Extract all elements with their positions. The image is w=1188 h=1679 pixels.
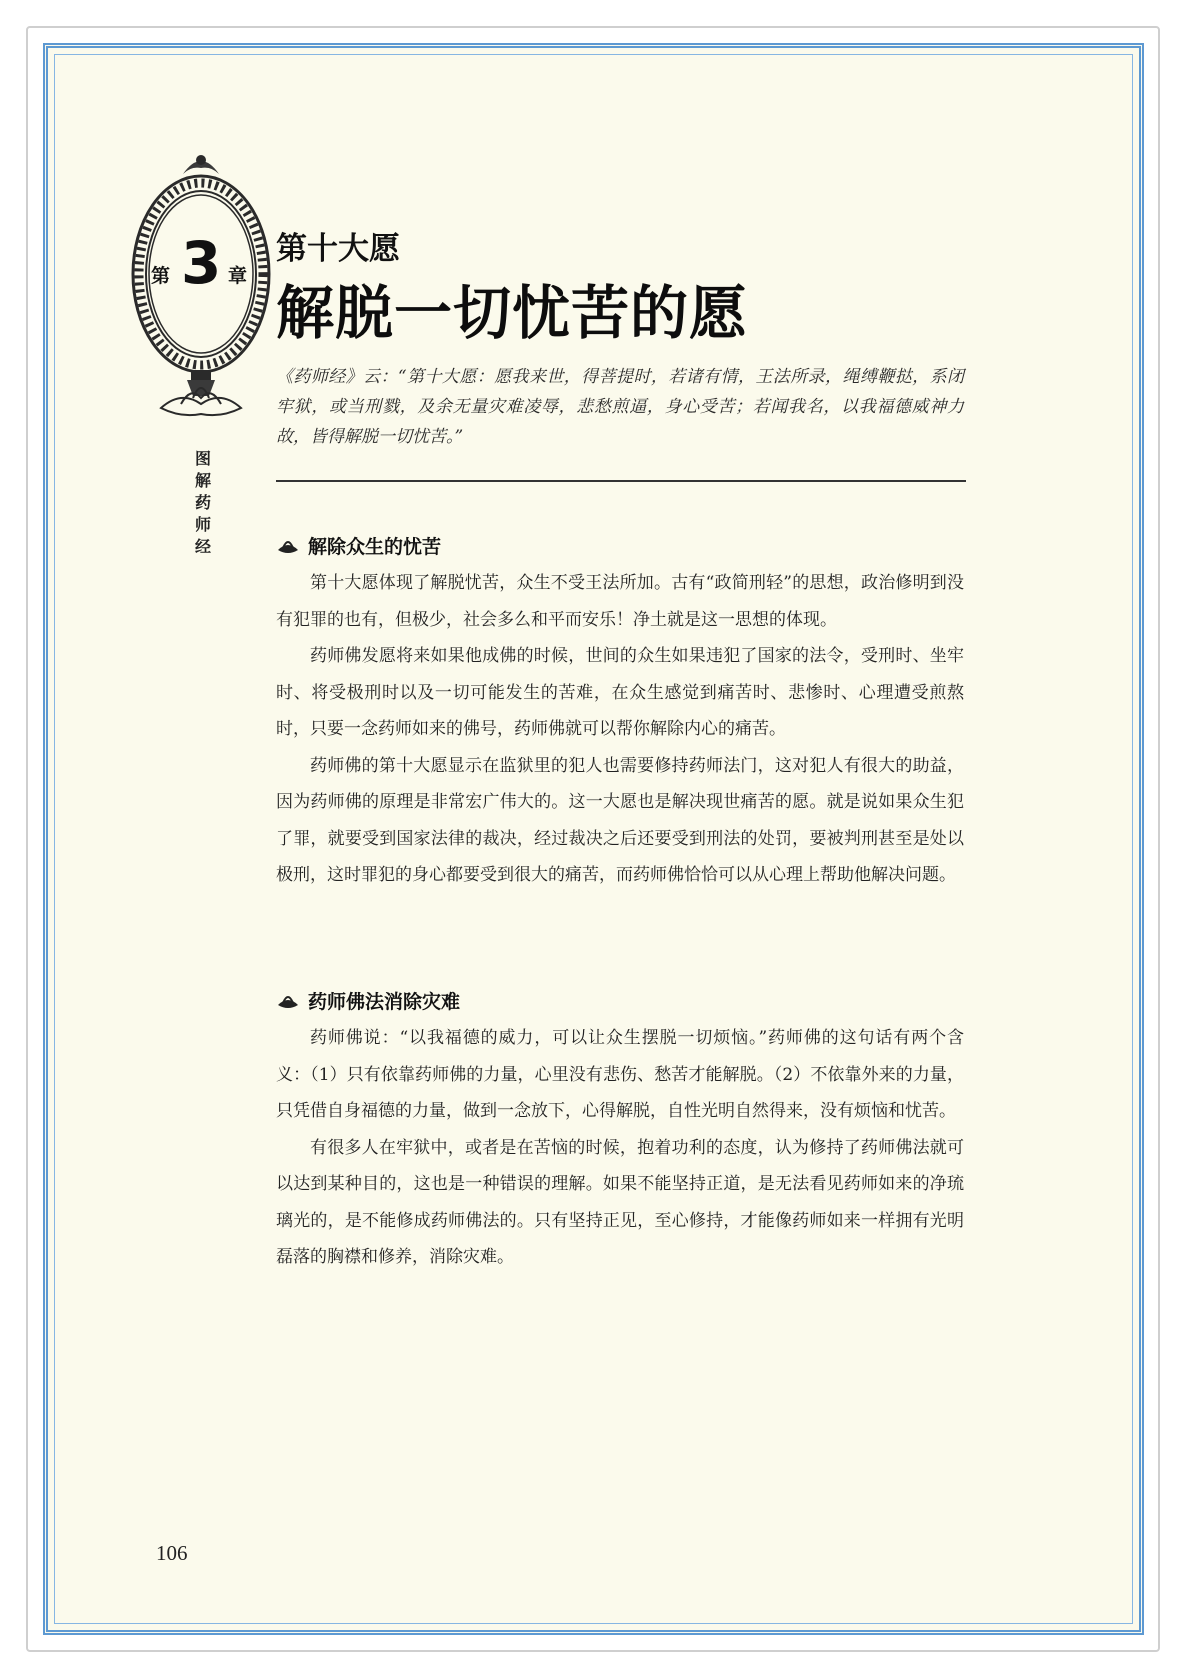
quote-divider — [276, 480, 966, 482]
sutra-quote: 《药师经》云：“第十大愿：愿我来世，得菩提时，若诸有情，王法所录，绳缚鞭挞，系闭牢狱，或当刑戮，及余无量灾难凌辱，悲愁煎逼，身心受苦；若闻我名，以我福德威神力故，皆得解脱一切忧苦。” — [276, 367, 964, 447]
chapter-emblem — [131, 146, 271, 426]
page-number: 106 — [156, 1541, 188, 1565]
book-title-vertical: 图解药师经 — [194, 449, 211, 556]
chapter-number: 3 — [181, 229, 222, 297]
section-heading-text: 药师佛法消除灾难 — [308, 991, 461, 1013]
section-2-body — [276, 1020, 964, 1276]
chapter-prefix: 第 — [151, 265, 171, 287]
paragraph: 有很多人在牢狱中，或者是在苦恼的时候，抱着功利的态度，认为修持了药师佛法就可以达到某种目的，这也是一种错误的理解。如果不能坚持正道，是无法看见药师如来的净琉璃光的，是不能修成药师佛法的。只有坚持正见，至心修持，才能像药师如来一样拥有光明磊落的胸襟和修养，消除灾难。 — [276, 1137, 964, 1267]
book-page — [43, 43, 1144, 1635]
vow-title: 解脱一切忧苦的愿 — [276, 279, 749, 347]
section-heading-1 — [276, 532, 441, 559]
section-heading-2 — [276, 987, 460, 1014]
section-heading-text: 解除众生的忧苦 — [308, 536, 442, 558]
section-1-body — [276, 565, 964, 894]
paragraph: 药师佛发愿将来如果他成佛的时候，世间的众生如果违犯了国家的法令，受刑时、坐牢时、将受极刑时以及一切可能发生的苦难，在众生感觉到痛苦时、悲惨时、心理遭受煎熬时，只要一念药师如来的佛号，药师佛就可以帮你解除内心的痛苦。 — [276, 646, 964, 739]
paragraph: 第十大愿体现了解脱忧苦，众生不受王法所加。古有“政简刑轻”的思想，政治修明到没有犯罪的也有，但极少，社会多么和平而安乐！净土就是这一思想的体现。 — [276, 573, 964, 630]
paragraph: 药师佛的第十大愿显示在监狱里的犯人也需要修持药师法门，这对犯人有很大的助益，因为药师佛的原理是非常宏广伟大的。这一大愿也是解决现世痛苦的愿。就是说如果众生犯了罪，就要受到国家法律的裁决，经过裁决之后还要受到刑法的处罚，要被判刑甚至是处以极刑，这时罪犯的身心都要受到很大的痛苦，而药师佛恰恰可以从心理上帮助他解决问题。 — [276, 755, 964, 885]
lotus-bullet-icon — [276, 991, 300, 1011]
lotus-bullet-icon — [276, 536, 300, 556]
vow-subtitle: 第十大愿 — [276, 231, 400, 267]
chapter-suffix: 章 — [228, 265, 248, 287]
paragraph: 药师佛说：“以我福德的威力，可以让众生摆脱一切烦恼。”药师佛的这句话有两个含义：（1）只有依靠药师佛的力量，心里没有悲伤、愁苦才能解脱。（2）不依靠外来的力量，只凭借自身福德的力量，做到一念放下，心得解脱，自性光明自然得来，没有烦恼和忧苦。 — [276, 1028, 964, 1121]
